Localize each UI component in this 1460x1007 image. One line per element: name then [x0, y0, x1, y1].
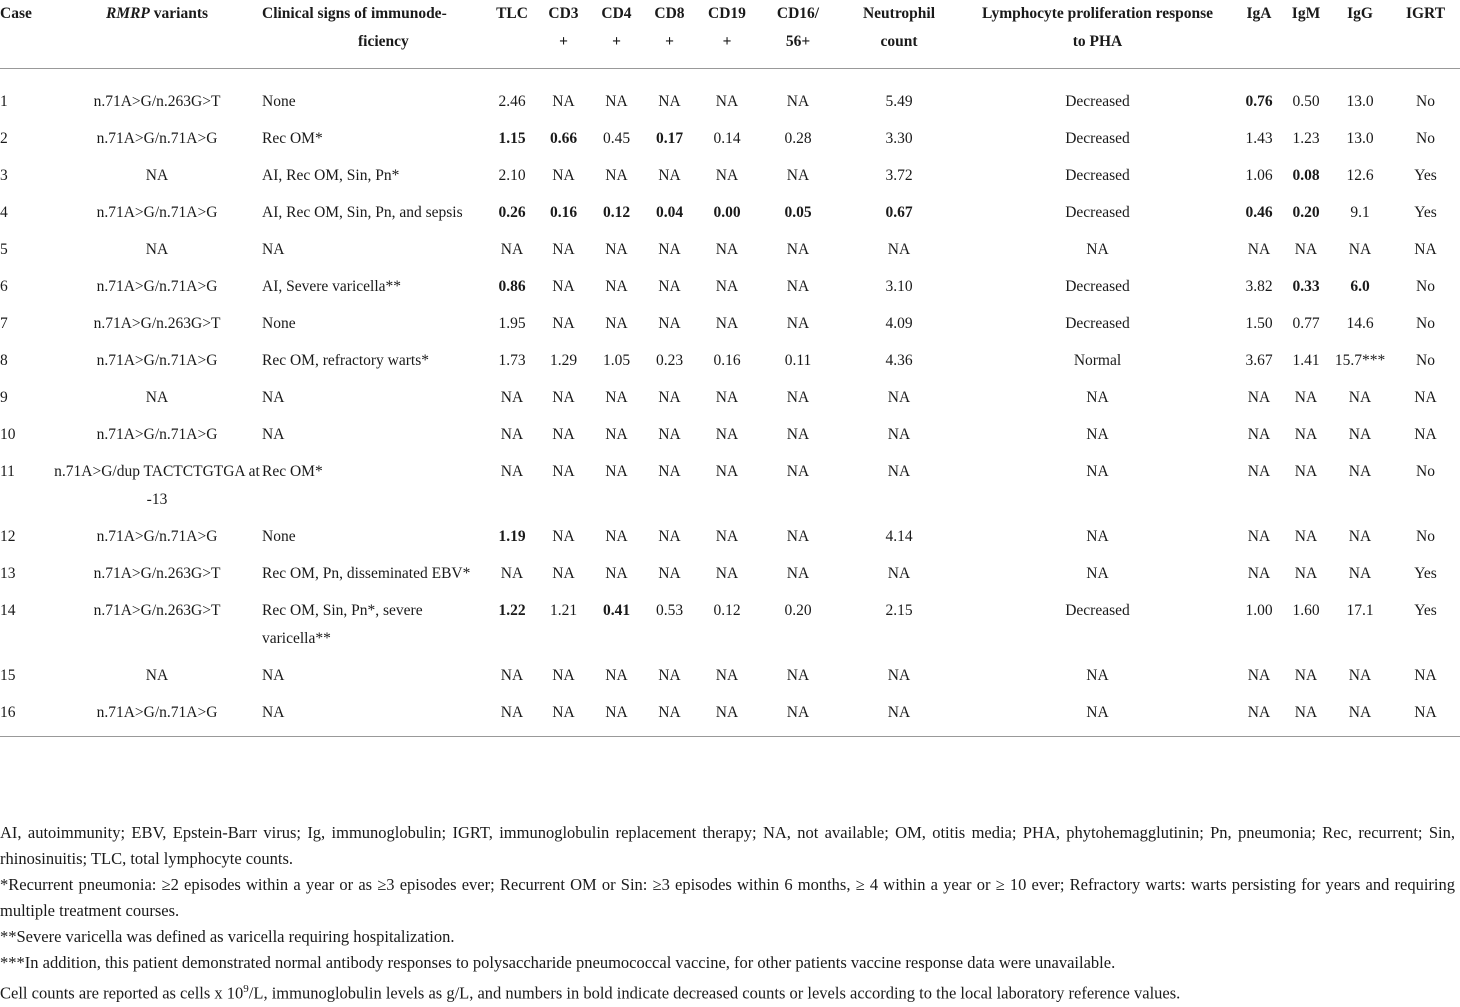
cell-signs: Rec OM*	[262, 130, 323, 147]
cell-variants: NA	[145, 167, 169, 184]
cell-igm: 1.60	[1292, 602, 1320, 619]
cell-cd8: 0.17	[655, 130, 684, 147]
cell-igrt: No	[1416, 93, 1435, 110]
cell-variants: n.71A>G/n.263G>T	[93, 315, 221, 332]
cell-cd16: NA	[786, 315, 810, 332]
cell-cd3: NA	[552, 565, 575, 582]
cell-iga: NA	[1247, 667, 1271, 684]
cell-igrt: NA	[1414, 241, 1437, 258]
cell-variants: n.71A>G/n.71A>G	[96, 130, 218, 147]
cell-igm: NA	[1294, 463, 1318, 480]
cell-signs: Rec OM, Pn, disseminated EBV*	[262, 565, 471, 582]
table-row	[0, 273, 1460, 310]
cell-cd16: NA	[786, 528, 810, 545]
cell-cd8: NA	[658, 463, 681, 480]
cell-igm: 0.33	[1292, 278, 1320, 295]
cell-cd16: NA	[786, 241, 810, 258]
cell-igg: NA	[1348, 667, 1372, 684]
cell-lpr: NA	[1086, 667, 1109, 684]
cell-tlc: 1.19	[498, 528, 526, 545]
cell-case: 12	[0, 528, 16, 545]
cell-igg: 9.1	[1350, 204, 1370, 221]
table-row	[0, 310, 1460, 347]
cell-tlc: NA	[500, 389, 524, 406]
header-variants: RMRP variants	[52, 0, 262, 69]
cell-tlc: 0.86	[498, 278, 526, 295]
cell-iga: NA	[1247, 565, 1271, 582]
cell-signs: Rec OM, refractory warts*	[262, 352, 429, 369]
cell-case: 3	[0, 167, 8, 184]
cell-lpr: NA	[960, 699, 1235, 737]
cell-igg: 13.0	[1346, 93, 1374, 110]
cell-cd8: 0.04	[655, 204, 684, 221]
header-cd3: CD3 +	[537, 0, 590, 69]
cell-igm: NA	[1294, 565, 1318, 582]
cell-case: 10	[0, 426, 16, 443]
cell-cd19: NA	[715, 565, 739, 582]
cell-cd16: NA	[786, 426, 810, 443]
cell-igrt: NA	[1414, 426, 1437, 443]
table-row	[0, 162, 1460, 199]
cell-iga: 1.06	[1245, 167, 1273, 184]
cell-iga: 3.67	[1245, 352, 1273, 369]
table-row	[0, 347, 1460, 384]
cell-signs: AI, Rec OM, Sin, Pn*	[262, 167, 400, 184]
cell-cd19: NA	[715, 167, 739, 184]
cell-neut: 5.49	[885, 93, 913, 110]
cell-iga: 1.50	[1245, 315, 1273, 332]
table-row	[0, 597, 1460, 662]
cell-lpr: Decreased	[1065, 167, 1130, 184]
cell-signs: NA	[262, 389, 285, 406]
cell-igm: 0.50	[1292, 93, 1320, 110]
table-row	[0, 458, 1460, 523]
footnote-single-star: *Recurrent pneumonia: ≥2 episodes within a year or as ≥3 episodes ever; Recurrent OM or Sin: ≥3 episodes within 6 months, ≥ 4 within a year or ≥ 10 ever; Refractory warts: warts persisting for years and requiring multiple treatment courses.	[0, 875, 1455, 920]
cell-variants: n.71A>G/n.71A>G	[52, 699, 262, 737]
header-clinical-signs: Clinical signs of immunode- ficiency	[262, 0, 487, 69]
cell-cd3: NA	[537, 699, 590, 737]
cell-igrt: NA	[1414, 667, 1437, 684]
footnote-double-star: **Severe varicella was defined as varicella requiring hospitalization.	[0, 927, 455, 946]
cell-cd4: NA	[605, 426, 628, 443]
table-row	[0, 69, 1460, 126]
cell-cd8: 0.53	[655, 602, 684, 619]
table-header	[0, 0, 1460, 69]
cell-tlc: 0.26	[498, 204, 526, 221]
cell-neut: 3.30	[885, 130, 913, 147]
header-cd4: CD4 +	[590, 0, 643, 69]
cell-neut: 3.72	[885, 167, 913, 184]
header-iga: IgA	[1235, 0, 1283, 69]
cell-neut: NA	[887, 463, 911, 480]
cell-iga: NA	[1247, 463, 1271, 480]
cell-igm: NA	[1294, 241, 1318, 258]
cell-cd3: NA	[552, 389, 575, 406]
cell-lpr: NA	[1086, 528, 1109, 545]
cell-cd4: NA	[605, 93, 628, 110]
cell-cd4: 0.12	[602, 204, 631, 221]
cell-cd16: 0.05	[784, 204, 812, 221]
cell-tlc: NA	[500, 241, 524, 258]
cell-case: 2	[0, 130, 8, 147]
cell-cd4: NA	[605, 167, 628, 184]
cell-case: 15	[0, 667, 16, 684]
cell-cd19: 0.16	[713, 352, 741, 369]
cell-cd19: NA	[715, 389, 739, 406]
cell-cd4: NA	[605, 389, 628, 406]
cell-cd16: NA	[786, 565, 810, 582]
cell-cd19: NA	[715, 463, 739, 480]
footnote-units: Cell counts are reported as cells x $10^9/L$, immunoglobulin levels as g/L, and numbers in bold indicate decreased counts or levels according to the local laboratory reference values.	[0, 983, 1181, 1003]
cell-igrt: NA	[1414, 389, 1437, 406]
cell-lpr: Decreased	[1065, 602, 1130, 619]
cell-cd16: NA	[758, 699, 838, 737]
cell-iga: NA	[1235, 699, 1283, 737]
cell-cd19: NA	[715, 315, 739, 332]
cell-cd3: NA	[552, 463, 575, 480]
cell-lpr: NA	[1086, 565, 1109, 582]
cell-variants: n.71A>G/n.263G>T	[93, 93, 221, 110]
table-row	[0, 662, 1460, 699]
cell-iga: 0.46	[1245, 204, 1273, 221]
table-row	[0, 236, 1460, 273]
cell-igg: 12.6	[1346, 167, 1374, 184]
cell-case: 13	[0, 565, 16, 582]
cell-iga: NA	[1247, 389, 1271, 406]
cell-cd8: NA	[658, 528, 681, 545]
cell-igg: NA	[1348, 389, 1372, 406]
cell-igrt: No	[1416, 352, 1435, 369]
header-igg: IgG	[1329, 0, 1391, 69]
cell-cd4: 0.41	[602, 602, 631, 619]
cell-neut: 0.67	[885, 204, 913, 221]
cell-signs: AI, Rec OM, Sin, Pn, and sepsis	[262, 204, 463, 221]
cell-cd4: 0.45	[602, 130, 631, 147]
cell-igrt: No	[1416, 463, 1435, 480]
cell-cd8: NA	[658, 93, 681, 110]
table-row	[0, 560, 1460, 597]
cell-cd4: 1.05	[602, 352, 631, 369]
cell-signs: None	[262, 528, 296, 545]
cell-igg: 15.7***	[1334, 352, 1386, 369]
cell-igrt: No	[1416, 278, 1435, 295]
cell-tlc: 1.73	[498, 352, 526, 369]
cell-igrt: No	[1416, 130, 1435, 147]
cell-igm: 0.77	[1292, 315, 1320, 332]
cell-cd4: NA	[590, 699, 643, 737]
cell-cd16: NA	[786, 278, 810, 295]
cell-variants: n.71A>G/n.71A>G	[96, 204, 218, 221]
table-row	[0, 523, 1460, 560]
cell-lpr: NA	[1086, 241, 1109, 258]
cell-igm: 0.20	[1292, 204, 1320, 221]
cell-cd3: NA	[552, 667, 575, 684]
cell-cd3: NA	[552, 528, 575, 545]
cell-signs: None	[262, 93, 296, 110]
cell-cd16: NA	[786, 167, 810, 184]
cell-signs: NA	[262, 241, 285, 258]
header-cd16-56: CD16/ 56+	[758, 0, 838, 69]
cell-tlc: NA	[500, 667, 524, 684]
cell-case: 16	[0, 699, 52, 737]
cell-case: 7	[0, 315, 8, 332]
cell-igm: 1.41	[1292, 352, 1320, 369]
cell-tlc: NA	[500, 463, 524, 480]
cell-cd4: NA	[605, 463, 628, 480]
cell-cd19: NA	[715, 241, 739, 258]
cell-iga: 0.76	[1245, 93, 1273, 110]
header-neutrophil: Neutrophil count	[838, 0, 960, 69]
cell-igg: 14.6	[1346, 315, 1374, 332]
cell-igm: 1.23	[1292, 130, 1320, 147]
cell-signs: None	[262, 315, 296, 332]
cell-lpr: Normal	[1073, 352, 1122, 369]
cell-variants: n.71A>G/n.263G>T	[93, 565, 221, 582]
cell-neut: 4.36	[885, 352, 913, 369]
cell-igm: NA	[1294, 528, 1318, 545]
cell-tlc: 1.95	[498, 315, 526, 332]
cell-case: 9	[0, 389, 8, 406]
cell-case: 14	[0, 602, 16, 619]
cell-igg: NA	[1348, 241, 1372, 258]
cell-iga: NA	[1247, 241, 1271, 258]
cell-cd8: NA	[658, 389, 681, 406]
cell-signs: NA	[262, 699, 487, 737]
table-row	[0, 125, 1460, 162]
cell-igg: NA	[1329, 699, 1391, 737]
cell-cd16: NA	[786, 667, 810, 684]
cell-variants: n.71A>G/n.71A>G	[96, 278, 218, 295]
cell-cd4: NA	[605, 667, 628, 684]
cell-signs: NA	[262, 426, 285, 443]
cell-lpr: NA	[1086, 389, 1109, 406]
cell-cd19: NA	[715, 278, 739, 295]
header-igm: IgM	[1283, 0, 1329, 69]
cell-neut: NA	[887, 565, 911, 582]
cell-signs: AI, Severe varicella**	[262, 278, 402, 295]
cell-igg: 13.0	[1346, 130, 1374, 147]
cell-cd16: NA	[786, 93, 810, 110]
cell-igm: 0.08	[1292, 167, 1320, 184]
cell-cd3: NA	[552, 241, 575, 258]
header-tlc: TLC	[487, 0, 537, 69]
cell-neut: NA	[838, 699, 960, 737]
cell-cd4: NA	[605, 528, 628, 545]
cell-iga: NA	[1247, 528, 1271, 545]
cell-iga: NA	[1247, 426, 1271, 443]
cell-igm: NA	[1294, 426, 1318, 443]
cell-cd16: NA	[786, 463, 810, 480]
cell-variants: n.71A>G/n.71A>G	[96, 352, 218, 369]
footnote-triple-star: ***In addition, this patient demonstrated normal antibody responses to polysaccharide pneumococcal vaccine, for other patients vaccine response data were unavailable.	[0, 953, 1116, 972]
cell-case: 6	[0, 278, 8, 295]
cell-iga: 1.00	[1245, 602, 1273, 619]
cell-case: 4	[0, 204, 8, 221]
cell-cd8: NA	[658, 241, 681, 258]
cell-variants: n.71A>G/n.71A>G	[96, 528, 218, 545]
cell-cd8: NA	[658, 565, 681, 582]
header-lymphocyte-proliferation: Lymphocyte proliferation response to PHA	[960, 0, 1235, 69]
cell-cd19: 0.14	[713, 130, 741, 147]
header-case: Case	[0, 0, 52, 69]
cell-variants: n.71A>G/dup TACTCTGTGA at -13	[54, 463, 260, 508]
header-cd19: CD19 +	[696, 0, 758, 69]
cell-cd16: 0.20	[784, 602, 812, 619]
cell-variants: n.71A>G/n.263G>T	[93, 602, 221, 619]
cell-case: 11	[0, 463, 15, 480]
cell-igrt: Yes	[1414, 204, 1437, 221]
cell-cd8: NA	[658, 315, 681, 332]
cell-cd19: 0.00	[713, 204, 741, 221]
cell-cd19: NA	[715, 93, 739, 110]
cell-igm: NA	[1294, 389, 1318, 406]
cell-signs: Rec OM*	[262, 463, 323, 480]
cell-variants: NA	[145, 389, 169, 406]
cell-cd16: NA	[786, 389, 810, 406]
cell-tlc: NA	[487, 699, 537, 737]
cell-cd3: NA	[552, 278, 575, 295]
cell-tlc: 2.10	[498, 167, 526, 184]
cell-tlc: NA	[500, 565, 524, 582]
cell-cd3: NA	[552, 93, 575, 110]
cell-case: 8	[0, 352, 8, 369]
cell-cd8: NA	[643, 699, 696, 737]
cell-neut: NA	[887, 389, 911, 406]
cell-igm: NA	[1294, 667, 1318, 684]
cell-igrt: Yes	[1414, 167, 1437, 184]
cell-tlc: 2.46	[498, 93, 526, 110]
cell-iga: 1.43	[1245, 130, 1273, 147]
cell-neut: 4.09	[885, 315, 913, 332]
cell-variants: n.71A>G/n.71A>G	[96, 426, 218, 443]
cell-cd19: NA	[715, 667, 739, 684]
cell-cd19: NA	[715, 426, 739, 443]
cell-cd19: 0.12	[713, 602, 741, 619]
cell-igg: NA	[1348, 463, 1372, 480]
cell-variants: NA	[145, 667, 169, 684]
cell-cd16: 0.28	[784, 130, 812, 147]
cell-neut: 4.14	[885, 528, 913, 545]
cell-cd4: NA	[605, 241, 628, 258]
cell-neut: 2.15	[885, 602, 913, 619]
cell-signs: NA	[262, 667, 285, 684]
cell-cd4: NA	[605, 315, 628, 332]
cell-lpr: NA	[1086, 426, 1109, 443]
cell-neut: NA	[887, 426, 911, 443]
cell-cd4: NA	[605, 565, 628, 582]
cell-neut: NA	[887, 667, 911, 684]
cell-cd19: NA	[715, 528, 739, 545]
cell-cd3: 0.66	[549, 130, 578, 147]
cell-tlc: NA	[500, 426, 524, 443]
cell-cd8: NA	[658, 667, 681, 684]
cell-cd3: 0.16	[549, 204, 578, 221]
cell-cd4: NA	[605, 278, 628, 295]
cell-iga: 3.82	[1245, 278, 1273, 295]
table-row	[0, 421, 1460, 458]
cell-tlc: 1.15	[498, 130, 526, 147]
cell-cd3: NA	[552, 315, 575, 332]
cell-case: 5	[0, 241, 8, 258]
cell-cd8: NA	[658, 278, 681, 295]
header-cd8: CD8 +	[643, 0, 696, 69]
cell-cd3: NA	[552, 167, 575, 184]
cell-cd3: NA	[552, 426, 575, 443]
cell-variants: NA	[145, 241, 169, 258]
cell-tlc: 1.22	[498, 602, 526, 619]
cell-lpr: Decreased	[1065, 315, 1130, 332]
cell-cd8: NA	[658, 426, 681, 443]
cell-igm: NA	[1283, 699, 1329, 737]
cell-cd3: 1.29	[549, 352, 578, 369]
cell-igg: 17.1	[1346, 602, 1374, 619]
cell-igrt: No	[1416, 315, 1435, 332]
cell-signs: Rec OM, Sin, Pn*, severe varicella**	[262, 602, 423, 647]
cell-lpr: Decreased	[1065, 130, 1130, 147]
table-row	[0, 384, 1460, 421]
cell-igrt: Yes	[1414, 565, 1437, 582]
cell-lpr: Decreased	[1065, 93, 1130, 110]
cell-igrt: Yes	[1414, 602, 1437, 619]
cell-igrt: NA	[1391, 699, 1460, 737]
cell-neut: 3.10	[885, 278, 913, 295]
cell-igg: NA	[1348, 565, 1372, 582]
cell-lpr: Decreased	[1065, 278, 1130, 295]
cell-igrt: No	[1416, 528, 1435, 545]
table-row	[0, 199, 1460, 236]
cell-lpr: NA	[1086, 463, 1109, 480]
footnote-abbreviations: AI, autoimmunity; EBV, Epstein-Barr virus; Ig, immunoglobulin; IGRT, immunoglobulin replacement therapy; NA, not available; OM, otitis media; PHA, phytohemagglutinin; Pn, pneumonia; Rec, recurrent; Sin, rhinosinuitis; TLC, total lymphocyte counts.	[0, 823, 1455, 868]
cell-case: 1	[0, 93, 8, 110]
table-body	[0, 69, 1460, 737]
cell-igg: NA	[1348, 426, 1372, 443]
cell-cd19: NA	[696, 699, 758, 737]
cell-igg: 6.0	[1350, 278, 1370, 295]
cell-igg: NA	[1348, 528, 1372, 545]
table-footnotes	[0, 820, 1455, 1007]
cell-cd8: 0.23	[655, 352, 684, 369]
cell-neut: NA	[887, 241, 911, 258]
header-igrt: IGRT	[1391, 0, 1460, 69]
cell-cd16: 0.11	[784, 352, 812, 369]
table-row	[0, 699, 1460, 737]
cell-cd3: 1.21	[549, 602, 578, 619]
cell-cd8: NA	[658, 167, 681, 184]
cell-lpr: Decreased	[1065, 204, 1130, 221]
